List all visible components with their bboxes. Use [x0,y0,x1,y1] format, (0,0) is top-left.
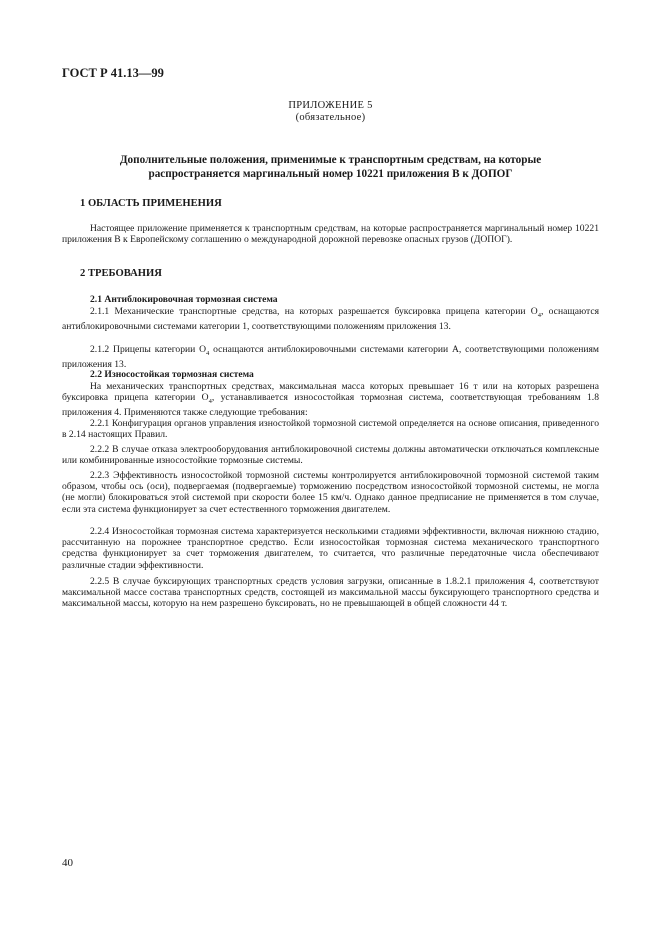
paragraph-2-2-3: 2.2.3 Эффективность износостойкой тормозной системы контролируется антиблокировочной тормозной системой таким образом, чтобы ось (оси), подвергаемая (подвергаемые) торможению посредством износостойкой тормозной системы, не могла (не могли) блокироваться этой системой при скорости более 15 км/ч. Однако данное предписание не применяется в том случае, если эта система функционирует за счет естественного торможения двигателем. [62,470,599,515]
section-1-paragraph: Настоящее приложение применяется к транспортным средствам, на которые распространяется маргинальный номер 10221 приложения В к Европейскому соглашению о международной дорожной перевозке опасных грузов (ДОПОГ). [62,223,599,246]
document-title [62,153,599,181]
paragraph-2-2-2: 2.2.2 В случае отказа электрооборудования антиблокировочной системы должны автоматически отключаться комплексные или комбинированные износостойкие тормозные системы. [62,444,599,467]
document-title-line-1: Дополнительные положения, применимые к транспортным средствам, на которые [119,154,542,166]
standard-code: ГОСТ Р 41.13—99 [62,66,164,80]
section-2-heading: 2 ТРЕБОВАНИЯ [80,268,162,279]
page-number: 40 [62,857,73,869]
annex-title: ПРИЛОЖЕНИЕ 5 [288,100,373,111]
paragraph-2-1-1: 2.1.1 Механические транспортные средства, на которых разрешается буксировка прицепа категории $O_4$, оснащаются антиблокировочными системами категории 1, соответствующими положениям приложения 13. [62,306,599,333]
paragraph-2-2-1: 2.2.1 Конфигурация органов управления изностойкой тормозной системой определяется на основе описания, приведенного в 2.14 настоящих Правил. [62,418,599,441]
annex-heading [62,100,599,124]
paragraph-2-1-2: 2.1.2 Прицепы категории $O_4$ оснащаются антиблокировочными системами категории А, соответствующими положениям приложения 13. [62,344,599,371]
paragraph-2-2-intro: На механических транспортных средствах, максимальная масса которых превышает 16 т или на которых разрешена буксировка прицепа категории $O_4$, устанавливается износостойкая тормозная система, соответствующая требованиям 1.8 приложения 4. Применяются также следующие требования: [62,381,599,419]
paragraph-2-2-4: 2.2.4 Износостойкая тормозная система характеризуется несколькими стадиями эффективности, включая нижнюю стадию, рассчитанную на порожнее транспортное средство. Если износостойкая тормозная система механического транспортного средства функционирует за счет торможения двигателем, то считается, что различные передаточные числа обеспечивают различные стадии эффективности. [62,526,599,571]
annex-note: (обязательное) [295,112,366,123]
document-title-line-2: распространяется маргинальный номер 10221 приложения В к ДОПОГ [148,168,513,180]
paragraph-2-2-5: 2.2.5 В случае буксирующих транспортных средств условия загрузки, описанные в 1.8.2.1 приложения 4, соответствуют максимальной массе состава транспортных средств, состоящей из максимальной массы буксирующего транспортного средства и максимальной массы, которую на нем разрешено буксировать, но не превышающей в общей сложности 44 т. [62,576,599,610]
subsection-2-1-heading: 2.1 Антиблокировочная тормозная система [90,294,278,305]
section-1-heading: 1 ОБЛАСТЬ ПРИМЕНЕНИЯ [80,198,222,209]
subsection-2-2-heading: 2.2 Износостойкая тормозная система [90,369,254,380]
